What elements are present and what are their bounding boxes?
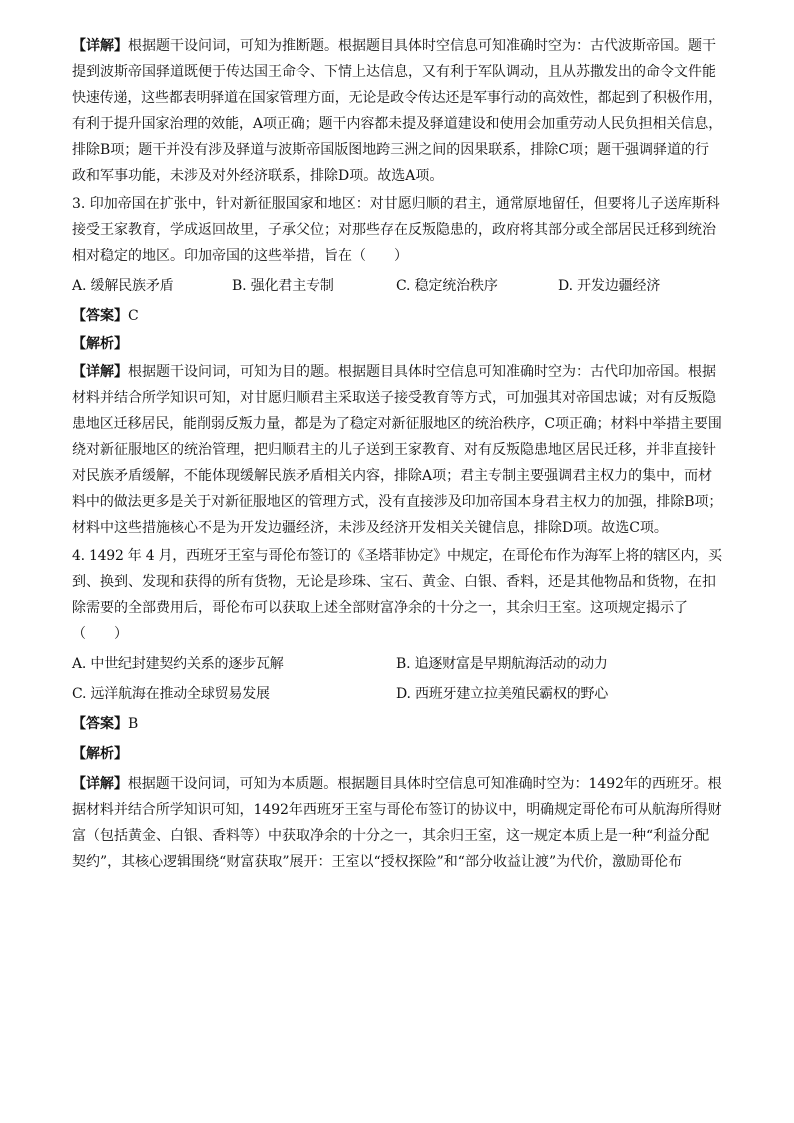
q4-stem-line-4: （ ） — [72, 626, 128, 642]
q3-detail-line-2: 材料并结合所学知识可知，对甘愿归顺君主采取送子接受教育等方式，可加强其对帝国忠诚；对有反叛隐 — [72, 390, 716, 406]
q2-detail-line-4: 有利于提升国家治理的效能，A项正确；题干内容都未提及驿道建设和使用会加重劳动人民负担相关信息， — [72, 116, 723, 132]
q3-stem-line-3: 相对稳定的地区。印加帝国的这些举措，旨在（ ） — [72, 248, 408, 264]
q4-stem-line-2: 到、换到、发现和获得的所有货物，无论是珍珠、宝石、黄金、白银、香料，还是其他物品和货物，在扣 — [72, 574, 716, 590]
q3-detail-line-7: 材料中这些措施核心不是为开发边疆经济，未涉及经济开发相关关键信息，排除D项。故选C项。 — [72, 520, 668, 536]
q3-stem-line-1: 3. 印加帝国在扩张中，针对新征服国家和地区：对甘愿归顺的君主，通常原地留任，但要将儿子送库斯科 — [72, 196, 720, 212]
q3-detail-line-4: 绕对新征服地区的统治管理，把归顺君主的儿子送到王家教育、对有反叛隐患地区居民迁移，并非直接针 — [72, 442, 716, 458]
q4-detail-line-1: 【详解】根据题干设问词，可知为本质题。根据题目具体时空信息可知准确时空为：1492年的西班牙。根 — [72, 776, 722, 792]
q4-detail-line-3: 富（包括黄金、白银、香料等）中获取净余的十分之一，其余归王室，这一规定本质上是一种“利益分配 — [72, 828, 710, 844]
q3-detail-line-3: 患地区迁移居民，能削弱反叛力量，都是为了稳定对新征服地区的统治秩序，C项正确；材料中举措主要围 — [72, 416, 722, 432]
q3-option-b[interactable]: B. 强化君主专制 — [232, 278, 334, 294]
q2-detail-line-5: 排除B项；题干并没有涉及驿道与波斯帝国版图地跨三洲之间的因果联系，排除C项；题干强调驿道的行 — [72, 142, 709, 158]
q3-detail-line-1: 【详解】根据题干设问词，可知为目的题。根据题目具体时空信息可知准确时空为：古代印加帝国。根据 — [72, 364, 716, 380]
q4-option-d[interactable]: D. 西班牙建立拉美殖民霸权的野心 — [396, 686, 609, 702]
q2-detail-line-6: 政和军事功能，未涉及对外经济联系，排除D项。故选A项。 — [72, 168, 444, 184]
q4-option-a[interactable]: A. 中世纪封建契约关系的逐步瓦解 — [72, 656, 284, 672]
q3-detail-line-6: 料中的做法更多是关于对新征服地区的管理方式，没有直接涉及印加帝国本身君主权力的加强，排除B项； — [72, 494, 723, 510]
q2-detail-line-3: 快速传递，这些都表明驿道在国家管理方面，无论是政令传达还是军事行动的高效性，都起到了积极作用， — [72, 90, 722, 106]
q3-detail-line-5: 对民族矛盾缓解，不能体现缓解民族矛盾相关内容，排除A项；君主专制主要强调君主权力的集中，而材 — [72, 468, 713, 484]
detail-tag: 【详解】 — [72, 776, 128, 792]
answer-value: C — [128, 308, 139, 324]
q3-option-a[interactable]: A. 缓解民族矛盾 — [72, 278, 174, 294]
q3-option-c[interactable]: C. 稳定统治秩序 — [396, 278, 498, 294]
q3-stem-line-2: 接受王家教育，学成返回故里，子承父位；对那些存在反叛隐患的，政府将其部分或全部居民迁移到统治 — [72, 222, 716, 238]
q2-detail-line-1: 【详解】根据题干设问词，可知为推断题。根据题目具体时空信息可知准确时空为：古代波斯帝国。题干 — [72, 38, 716, 54]
answer-tag: 【答案】 — [72, 308, 128, 324]
q3-option-d[interactable]: D. 开发边疆经济 — [558, 278, 661, 294]
q4-option-b[interactable]: B. 追逐财富是早期航海活动的动力 — [396, 656, 608, 672]
detail-tag: 【详解】 — [72, 38, 128, 54]
q4-detail-line-2: 据材料并结合所学知识可知，1492年西班牙王室与哥伦布签订的协议中，明确规定哥伦布可从航海所得财 — [72, 802, 722, 818]
q4-options-row-1 — [72, 654, 732, 674]
q3-answer — [72, 306, 139, 326]
q4-option-c[interactable]: C. 远洋航海在推动全球贸易发展 — [72, 686, 270, 702]
q3-options-row — [72, 276, 732, 296]
answer-tag: 【答案】 — [72, 716, 128, 732]
q4-stem-line-1: 4. 1492 年 4 月，西班牙王室与哥伦布签订的《圣塔菲协定》中规定，在哥伦布作为海军上将的辖区内，买 — [72, 548, 722, 564]
q3-analysis-tag: 【解析】 — [72, 336, 128, 352]
q4-answer — [72, 714, 138, 734]
q4-detail-line-4: 契约”，其核心逻辑围绕“财富获取”展开：王室以“授权探险”和“部分收益让渡”为代价，激励哥伦布 — [72, 854, 683, 870]
q4-stem-line-3: 除需要的全部费用后，哥伦布可以获取上述全部财富净余的十分之一，其余归王室。这项规定揭示了 — [72, 600, 688, 616]
q2-detail-line-2: 提到波斯帝国驿道既便于传达国王命令、下情上达信息，又有利于军队调动，且从苏撒发出的命令文件能 — [72, 64, 716, 80]
detail-tag: 【详解】 — [72, 364, 128, 380]
q4-options-row-2 — [72, 684, 732, 704]
q4-analysis-tag: 【解析】 — [72, 746, 128, 762]
answer-value: B — [128, 716, 139, 732]
